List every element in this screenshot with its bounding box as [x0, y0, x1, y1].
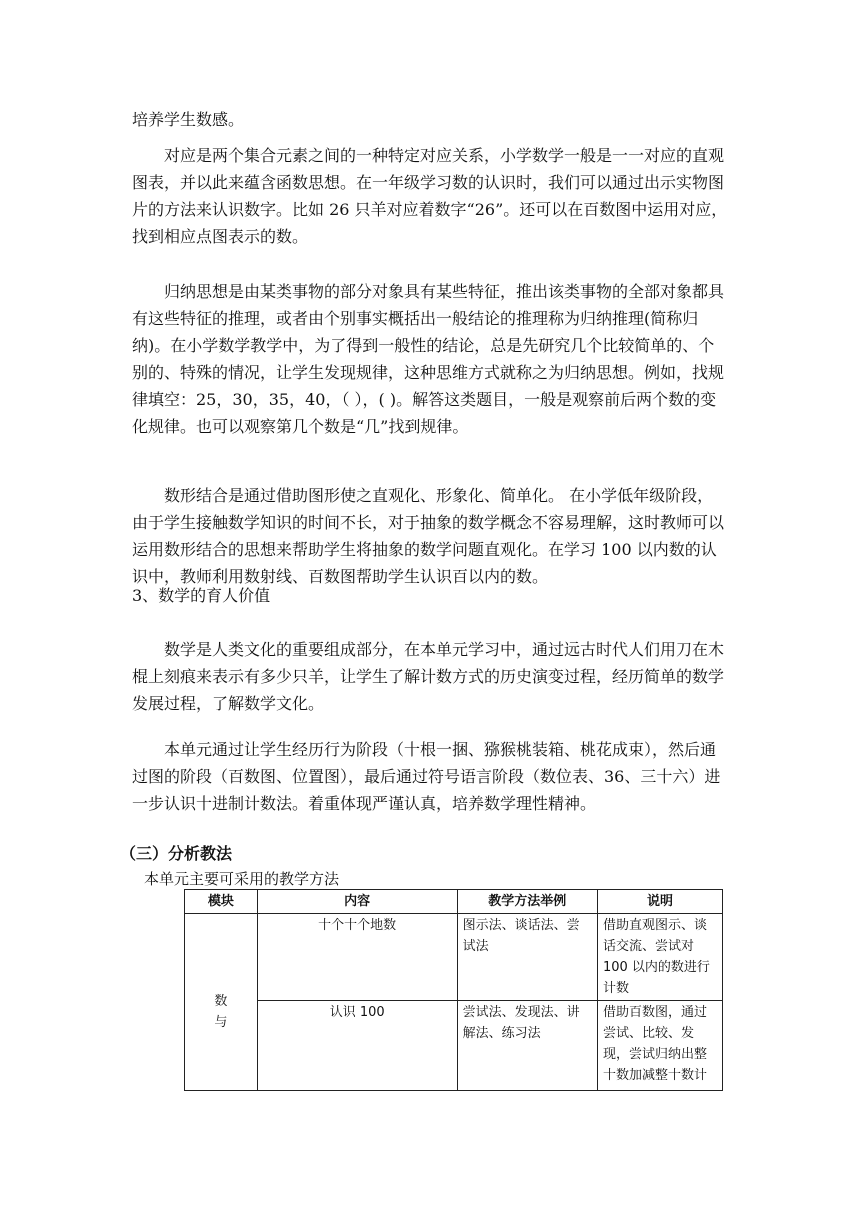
note-cell: 借助百数图，通过尝试、比较、发现，尝试归纳出整十数加减整十数计: [597, 1001, 722, 1091]
content-cell: 十个十个地数: [257, 914, 457, 1001]
table-caption: 本单元主要可采用的教学方法: [144, 870, 340, 888]
paragraph-induction: 归纳思想是由某类事物的部分对象具有某些特征，推出该类事物的全部对象都具有这些特征的推理，或者由个别事实概括出一般结论的推理称为归纳推理(简称归纳)。在小学数学教学中，为了得到一般性的结论，总是先研究几个比较简单的、个别的、特殊的情况，让学生发现规律，这种思维方式就称之为归纳思想。例如，找规律填空：25，30，35，40，（ ），( )。解答这类题目，一般是观察前后两个数的变化规律。也可以观察第几个数是“几”找到规律。: [132, 282, 725, 436]
content-cell: 认识 100: [257, 1001, 457, 1091]
paragraph-number-shape: 数形结合是通过借助图形使之直观化、形象化、简单化。 在小学低年级阶段，由于学生接触数学知识的时间不长，对于抽象的数学概念不容易理解，这时教师可以运用数形结合的思想来帮助学生将抽象的数学问题直观化。在学习 100 以内数的认识中，教师利用数射线、百数图帮助学生认识百以内的数。: [132, 486, 725, 586]
paragraph-intro-tail: 培养学生数感。: [132, 110, 245, 129]
module-cell: 数 与: [185, 914, 258, 1091]
header-note: 说明: [597, 890, 722, 914]
section-heading-education-value: 3、数学的育人价值: [132, 586, 271, 605]
paragraph-decimal-system: 本单元通过让学生经历行为阶段（十根一捆、猕猴桃装箱、桃花成束），然后通过图的阶段（百数图、位置图），最后通过符号语言阶段（数位表、36、三十六）进一步认识十进制计数法。着重体现严谨认真，培养数学理性精神。: [132, 740, 721, 813]
table-row: [185, 1001, 723, 1091]
methods-cell: 图示法、谈话法、尝试法: [457, 914, 597, 1001]
note-cell: 借助直观图示、谈话交流、尝试对 100 以内的数进行计数: [597, 914, 722, 1001]
header-content: 内容: [257, 890, 457, 914]
teaching-methods-table: [184, 889, 723, 1091]
header-methods: 教学方法举例: [457, 890, 597, 914]
section-heading-teaching-methods: （三）分析教法: [120, 844, 233, 863]
table-row: [185, 914, 723, 1001]
paragraph-correspondence: 对应是两个集合元素之间的一种特定对应关系，小学数学一般是一一对应的直观图表，并以此来蕴含函数思想。在一年级学习数的认识时，我们可以通过出示实物图片的方法来认识数字。比如 26 只羊对应着数字“26”。还可以在百数图中运用对应，找到相应点图表示的数。: [132, 146, 728, 246]
paragraph-math-culture: 数学是人类文化的重要组成部分，在本单元学习中，通过远古时代人们用刀在木棍上刻痕来表示有多少只羊，让学生了解计数方式的历史演变过程，经历简单的数学发展过程，了解数学文化。: [132, 640, 725, 713]
methods-cell: 尝试法、发现法、讲解法、练习法: [457, 1001, 597, 1091]
table-header-row: [185, 890, 723, 914]
header-module: 模块: [185, 890, 258, 914]
